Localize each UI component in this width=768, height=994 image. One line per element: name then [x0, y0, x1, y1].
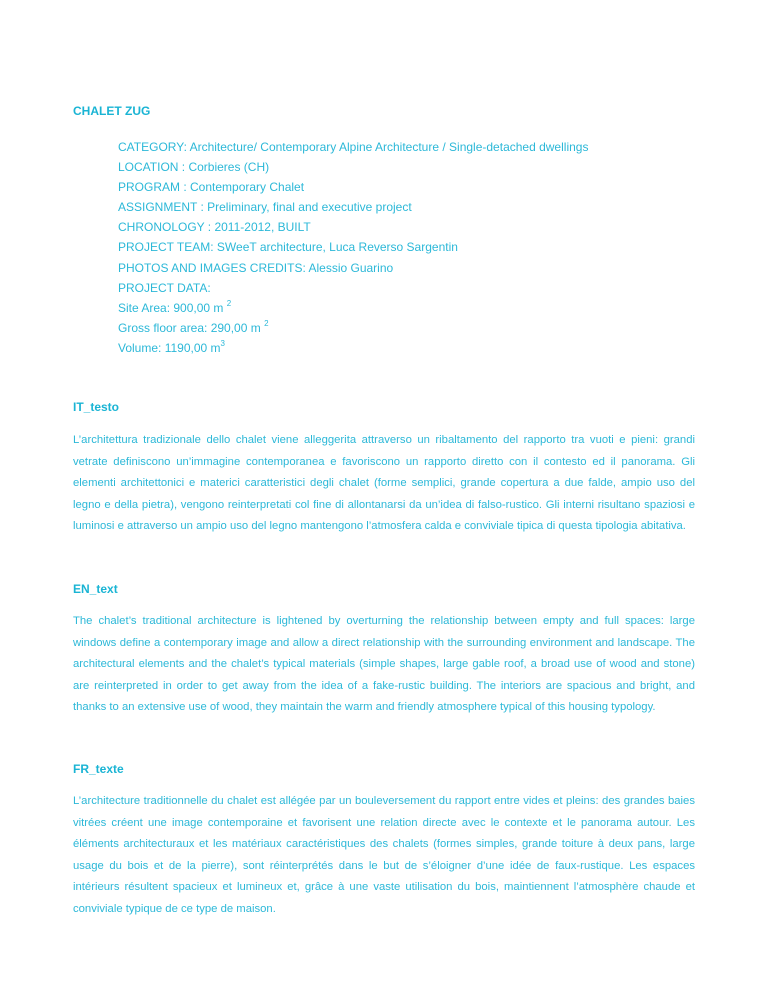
gross-floor-area-text: Gross floor area: 290,00 m	[118, 320, 265, 335]
it-section-heading: IT_testo	[73, 400, 120, 414]
it-section-text: L’architettura tradizionale dello chalet viene alleggerita attraverso un ribaltamento del rapporto tra vuoti e pieni: grandi vetrate definiscono un’immagine contemporanea e favoriscono un rapporto diretto con il contesto ed il panorama. Gli elementi architettonici e materici caratteristici degli chalet (forme semplici, grande copertura a due falde, ampio uso del legno e della pietra), vengono reinterpretati col fine di allontanarsi da un’idea di falso-rustico. Gli interni risultano spaziosi e luminosi e attraverso un ampio uso del legno mantengono l’atmosfera calda e conviviale tipica di questa tipologia abitativa.	[73, 434, 695, 532]
site-area-text: Site Area: 900,00 m	[118, 300, 227, 315]
info-project-team: PROJECT TEAM: SWeeT architecture, Luca Reverso Sargentin	[118, 240, 458, 255]
en-section-heading: EN_text	[73, 582, 118, 596]
document-title: CHALET ZUG	[73, 104, 151, 118]
fr-section-text: L’architecture traditionnelle du chalet est allégée par un bouleversement du rapport entre vides et pleins: des grandes baies vitrées créent une image contemporaine et favorisent une relation directe avec le contexte et le panorama autour. Les éléments architecturaux et les matériaux caractéristiques des chalets (formes simples, grande toiture à deux pans, large usage du bois et de la pierre), sont réinterprétés dans le but de s’éloigner d’une idée de faux-rustique. Les espaces intérieurs résultent spacieux et lumineux et, grâce à une vaste utilisation du bois, maintiennent l’atmosphère chaude et conviviale typique de ce type de maison.	[73, 795, 695, 915]
fr-section-heading: FR_texte	[73, 762, 124, 776]
info-gross-floor-area	[118, 318, 588, 338]
info-site-area	[118, 298, 588, 318]
info-volume	[118, 338, 588, 358]
info-project-data: PROJECT DATA:	[118, 280, 211, 295]
project-info-block	[118, 137, 588, 358]
site-area-unit-exponent: 2	[226, 298, 232, 308]
info-assignment: ASSIGNMENT : Preliminary, final and executive project	[118, 200, 412, 215]
info-location: LOCATION : Corbieres (CH)	[118, 160, 270, 175]
info-program: PROGRAM : Contemporary Chalet	[118, 180, 305, 195]
gross-floor-area-unit-exponent: 2	[264, 318, 269, 328]
info-category: CATEGORY: Architecture/ Contemporary Alpine Architecture / Single-detached dwellings	[118, 140, 589, 154]
info-chronology: CHRONOLOGY : 2011-2012, BUILT	[118, 220, 311, 235]
en-section-text: The chalet’s traditional architecture is lightened by overturning the relationship between empty and full spaces: large windows define a contemporary image and allow a direct relationship with the surrounding environment and landscape. The architectural elements and the chalet’s typical materials (simple shapes, large gable roof, a broad use of wood and stone) are reinterpreted in order to get away from the idea of a fake-rustic building. The interiors are spacious and bright, and thanks to an extensive use of wood, they maintain the warm and friendly atmosphere typical of this housing typology.	[73, 615, 695, 713]
info-credits: PHOTOS AND IMAGES CREDITS: Alessio Guarino	[118, 260, 394, 275]
volume-text: Volume: 1190,00 m	[118, 340, 221, 355]
volume-unit-exponent: 3	[220, 338, 225, 348]
